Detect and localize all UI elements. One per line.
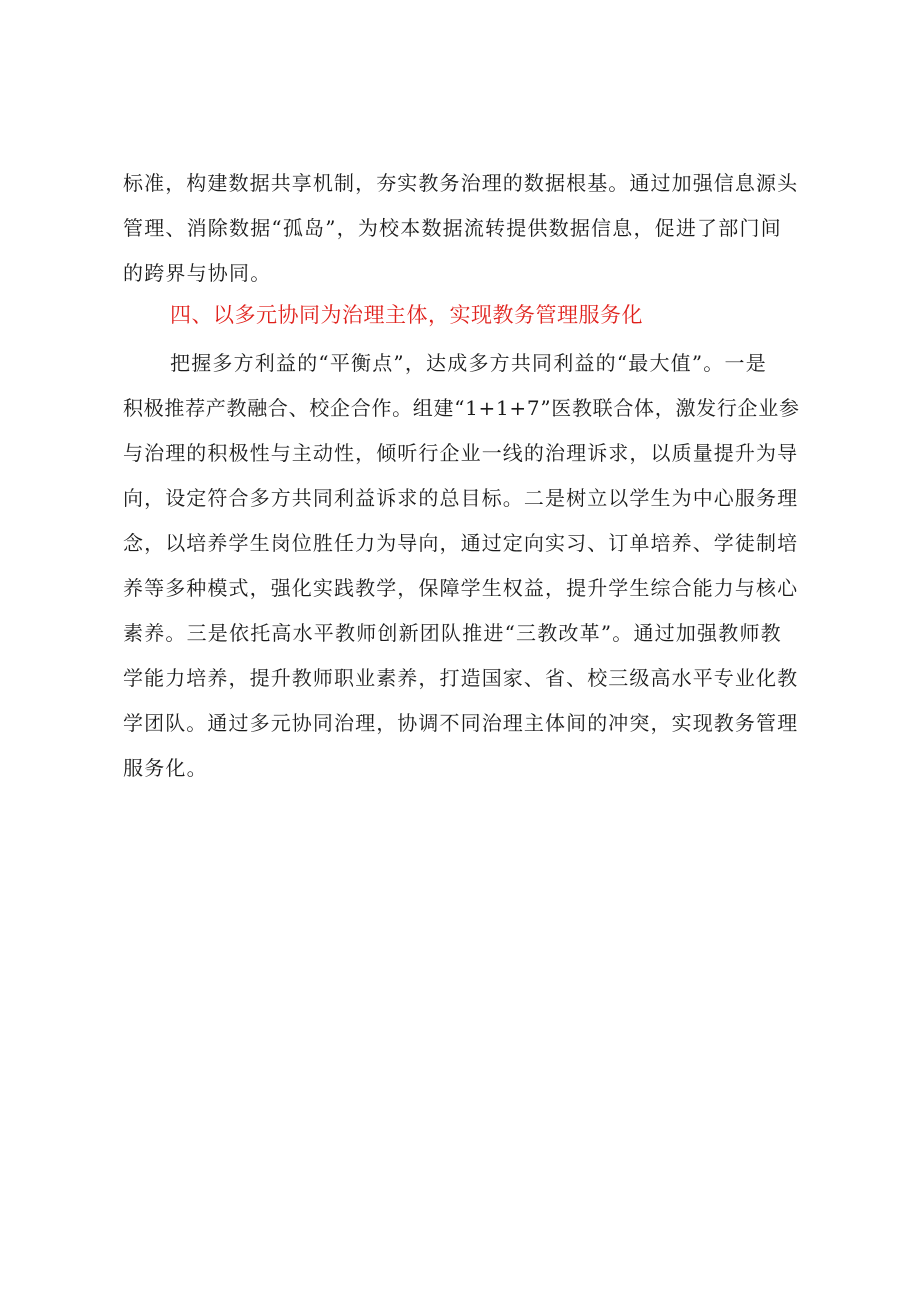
text-line: 学能力培养，提升教师职业素养，打造国家、省、校三级高水平专业化教 (123, 666, 799, 690)
text-line: 积极推荐产教融合、校企合作。组建“1+1+7”医教联合体，激发行企业参 (123, 396, 800, 420)
text-line: 向，设定符合多方共同利益诉求的总目标。二是树立以学生为中心服务理 (123, 486, 799, 510)
text-line: 学团队。通过多元协同治理，协调不同治理主体间的冲突，实现教务管理 (123, 711, 799, 735)
text-line: 与治理的积极性与主动性，倾听行企业一线的治理诉求，以质量提升为导 (123, 441, 799, 465)
text-line: 养等多种模式，强化实践教学，保障学生权益，提升学生综合能力与核心 (123, 576, 799, 600)
text-line: 标准，构建数据共享机制，夯实教务治理的数据根基。通过加强信息源头 (123, 171, 799, 195)
text-line: 素养。三是依托高水平教师创新团队推进“三教改革”。通过加强教师教 (123, 621, 782, 645)
text-line: 念，以培养学生岗位胜任力为导向，通过定向实习、订单培养、学徒制培 (123, 531, 799, 555)
text-line: 把握多方利益的“平衡点”，达成多方共同利益的“最大值”。一是 (170, 351, 767, 375)
text-line: 的跨界与协同。 (123, 261, 272, 285)
text-line: 管理、消除数据“孤岛”，为校本数据流转提供数据信息，促进了部门间 (123, 216, 782, 240)
text-line: 服务化。 (123, 756, 208, 780)
section-heading: 四、以多元协同为治理主体，实现教务管理服务化 (170, 303, 643, 327)
